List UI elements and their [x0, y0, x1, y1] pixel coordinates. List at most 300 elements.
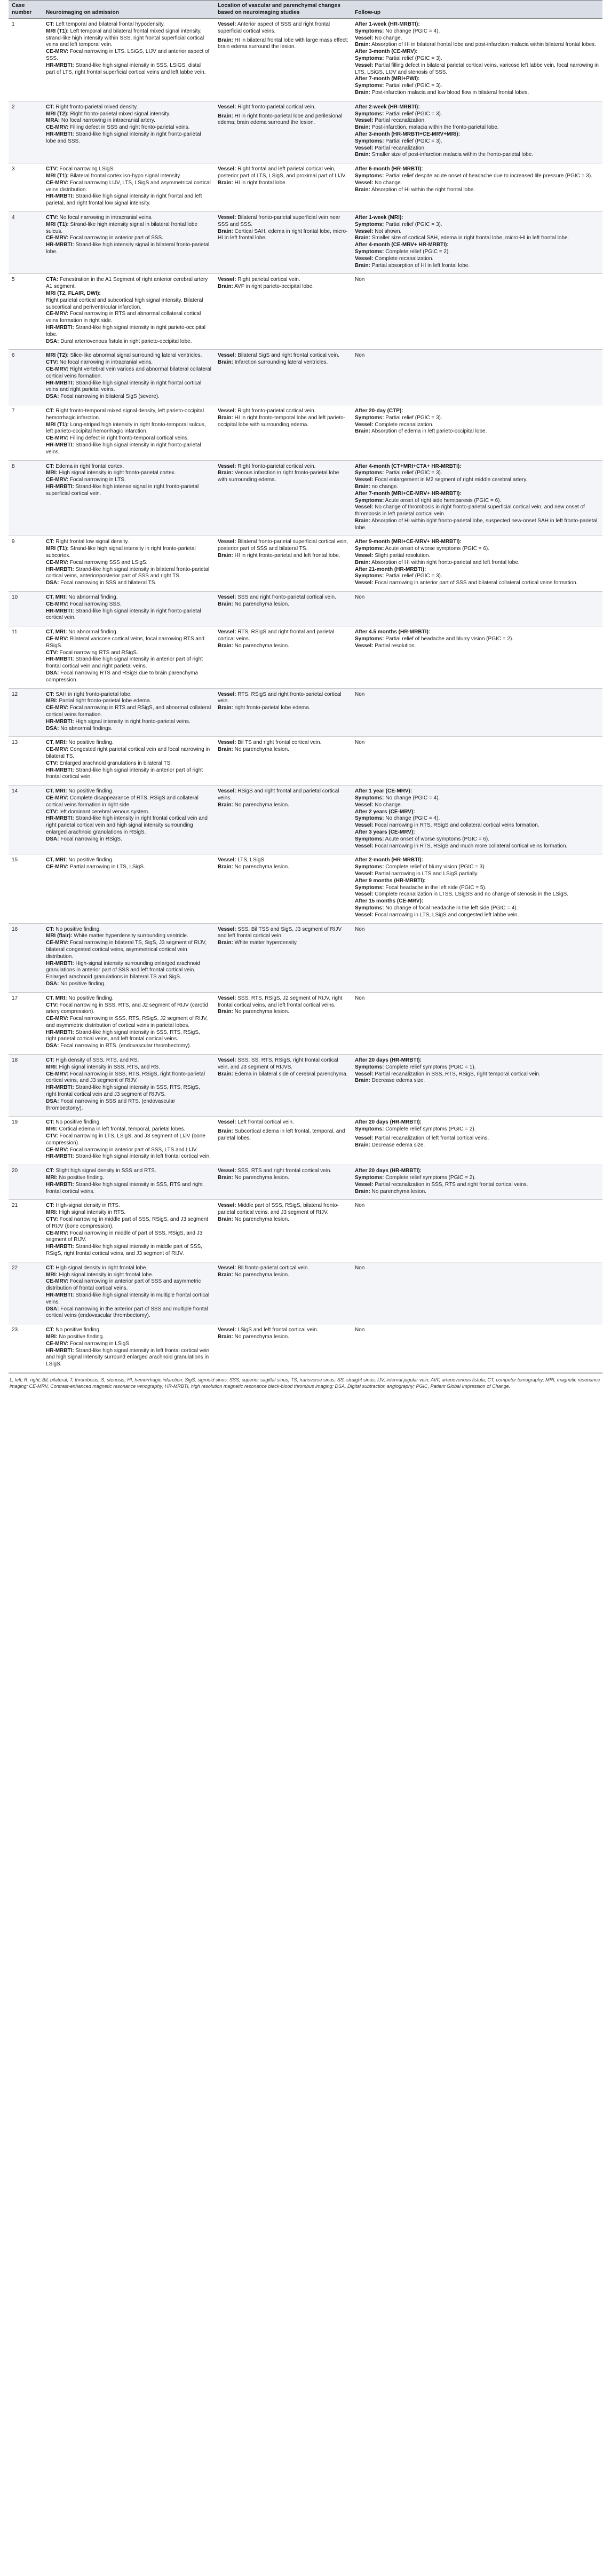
entry-text: Focal narrowing in SSS and RTS. (endovascular thrombectomy). — [46, 1098, 176, 1111]
entry-text: No parenchyma lesion. — [370, 1188, 426, 1195]
entry-line — [46, 1327, 211, 1334]
entry-label: Vessel: — [218, 21, 236, 28]
entry-line — [355, 926, 599, 933]
entry-label: After 4-month (CT+MRI+CTA+ HR-MRBTI): — [355, 463, 462, 469]
entry-line — [355, 857, 599, 864]
followup-cell — [352, 274, 602, 350]
entry-line — [46, 104, 211, 111]
location-cell — [215, 1262, 352, 1324]
entry-text: Slight partial resolution. — [373, 553, 431, 559]
entry-line — [218, 1272, 348, 1279]
entry-label: Brain: — [355, 428, 370, 435]
entry-label: Vessel: — [355, 642, 374, 649]
entry-line — [218, 747, 348, 753]
entry-line — [355, 546, 599, 553]
admission-cell — [43, 536, 215, 592]
table-row — [9, 1324, 602, 1373]
entry-label: CTA: — [46, 277, 59, 283]
entry-text: Strand-like high signal intensity in SSS, RTS, RSigS, right frontal cortical vein and J3 segment of RIJVS. — [46, 1085, 200, 1098]
entry-text: Complete recanalization in LTSS, LSigSS and no change of stenosis in the LSigS. — [373, 891, 569, 898]
admission-cell — [43, 1117, 215, 1165]
entry-text: No change (PGIC = 4). — [384, 815, 440, 822]
entry-label: Brain: — [218, 705, 233, 711]
location-cell — [215, 854, 352, 923]
entry-text: Enlarged arachnoid granulations in bilateral TS. — [58, 760, 172, 766]
entry-label: CE-MRV: — [46, 1071, 69, 1077]
entry-text: Right fronto-parietal mixed signal intensity. — [68, 111, 171, 117]
entry-text: Absorption of HI in bilateral frontal lobe and post-infarction malacia within bilateral frontal lobes. — [370, 42, 596, 48]
entry-label: CE-MRV: — [46, 366, 69, 372]
entry-line — [46, 1175, 211, 1182]
entry-line — [46, 408, 211, 422]
location-cell — [215, 405, 352, 460]
entry-label: Vessel: — [355, 870, 374, 877]
entry-line — [46, 1265, 211, 1272]
case-number: 2 — [9, 101, 43, 163]
entry-text: Complete disappearance of RTS, RSigS and collateral cortical veins formation in right side. — [46, 795, 199, 808]
entry-text: Filling defect in SSS and right fronto-parietal veins. — [68, 124, 190, 131]
entry-label: Brain: — [218, 1333, 233, 1340]
entry-line — [355, 822, 599, 829]
entry-line — [355, 594, 599, 601]
entry-label: MRI (T1): — [46, 28, 69, 34]
entry-label: Brain: — [355, 559, 370, 566]
entry-text: Long-striped high intensity in right fronto-temporal sulcus, left parieto-occipital hemorrhagic infarction. — [46, 421, 206, 435]
entry-text: Middle part of SSS, RSigS, bilateral fronto-parietal cortical veins, and J3 segment of RIJV. — [218, 1203, 339, 1216]
entry-text: Dural arteriovenous fistula in right parieto-occipital lobe. — [59, 338, 192, 344]
entry-label: Symptoms: — [355, 1175, 384, 1181]
entry-text: No change. — [373, 179, 402, 186]
entry-line — [355, 740, 599, 747]
entry-label: HR-MRBTI: — [46, 566, 74, 572]
entry-text: Strand-like high signal intensity in left frontal cortical vein and high signal intensity surround enlarged arachnoid granulations in LSigS. — [46, 1347, 210, 1368]
entry-text: Infarction surrounding lateral ventricles. — [233, 359, 328, 366]
entry-line — [46, 124, 211, 131]
entry-text: No positive finding. — [57, 1333, 104, 1340]
entry-line — [355, 539, 599, 546]
entry-label: Brain: — [218, 1216, 233, 1223]
entry-line — [355, 111, 599, 118]
entry-line — [218, 643, 348, 650]
entry-line — [355, 90, 599, 97]
entry-line — [355, 504, 599, 518]
case-number: 13 — [9, 737, 43, 786]
entry-line — [355, 560, 599, 567]
entry-label: Vessel: — [218, 1168, 236, 1174]
entry-line — [218, 464, 348, 470]
entry-label: Vessel: — [218, 166, 236, 172]
entry-text: Acute onset of right side hemiparesis (PGIC = 6). — [384, 497, 502, 504]
table-row — [9, 163, 602, 212]
entry-label: Vessel: — [218, 629, 236, 635]
entry-line — [46, 1230, 211, 1244]
entry-label: CT, MRI: — [46, 740, 67, 746]
entry-text: Bilateral fronto-parietal superficial vein near SSS and SSS. — [218, 215, 340, 227]
entry-line — [46, 608, 211, 622]
entry-line — [218, 864, 348, 871]
entry-text: Complete relief symptoms (PGIC = 2). — [384, 1126, 476, 1133]
case-number: 3 — [9, 163, 43, 212]
entry-label: MRA: — [46, 117, 60, 124]
entry-text: Focal narrowing in LTS, LSigS and congested left labbe vein. — [373, 912, 519, 918]
entry-line — [355, 249, 599, 256]
entry-text: Filling defect in right fronto-temporal cortical veins. — [68, 435, 189, 442]
location-cell — [215, 737, 352, 786]
case-number: 19 — [9, 1117, 43, 1165]
entry-line — [355, 215, 599, 222]
entry-text: Strand-like high intense signal in right fronto-parietal superficial cortical vein. — [46, 483, 199, 497]
entry-label: Symptoms: — [355, 83, 384, 89]
entry-text: Strand-like high intensity signal in bilateral fronto-parietal lobe. — [46, 242, 210, 255]
admission-cell — [43, 101, 215, 163]
entry-label: Brain: — [355, 124, 370, 131]
entry-line — [46, 705, 211, 719]
entry-text: Partial recanalization in SSS, RTS, RSigS, right temporal cortical vein. — [373, 1071, 541, 1077]
entry-line — [218, 284, 348, 290]
entry-text: Partial relief of headache and blurry vision (PGIC = 2). — [384, 636, 514, 642]
entry-text: Bilateral frontal cortex iso-hypo signal intensity. — [68, 173, 181, 179]
table-row — [9, 1165, 602, 1200]
entry-line — [218, 277, 348, 284]
entry-text: Strand-like high signal intensity in left frontal cortical vein. — [74, 1153, 211, 1160]
entry-line — [46, 166, 211, 173]
entry-text: Focal narrowing RTS and RSigS due to brain parenchyma compression. — [46, 670, 198, 683]
entry-label: CT: — [46, 104, 54, 110]
entry-label: After 20 days (HR-MRBTI): — [355, 1119, 422, 1126]
entry-label: HR-MRBTI: — [46, 608, 74, 614]
entry-line — [218, 229, 348, 242]
entry-line — [46, 560, 211, 567]
entry-label: Vessel: — [355, 421, 374, 428]
entry-label: CTV: — [46, 215, 58, 221]
entry-text: Focal narrowing in anterior part of SSS and asymmetric distribution of frontal cortical veins. — [46, 1278, 201, 1292]
entry-label: HR-MRBTI: — [46, 193, 74, 200]
entry-line — [218, 1334, 348, 1341]
entry-line — [218, 1071, 348, 1078]
entry-text: Focal narrowing in bilateral TS, SigS, J3 segment of RIJV, bilateral congested cortical veins, asymmetrical cortical vein distribution. — [46, 940, 207, 960]
entry-label: Brain: — [218, 747, 233, 753]
entry-label: Brain: — [218, 37, 233, 43]
entry-text: Focal narrowing in RTS. (endovascular thrombectomy). — [59, 1043, 192, 1049]
table-row — [9, 19, 602, 101]
entry-label: HR-MRBTI: — [46, 718, 74, 725]
entry-text: No focal narrowing in intracranial veins. — [58, 359, 153, 366]
entry-label: Brain: — [355, 235, 370, 241]
entry-label: Brain: — [218, 284, 233, 290]
entry-line — [46, 49, 211, 62]
entry-label: Brain: — [355, 1078, 370, 1084]
entry-label: Brain: — [218, 642, 233, 649]
entry-label: After 20 days (HR-MRBTI): — [355, 1057, 422, 1064]
entry-line — [355, 138, 599, 145]
entry-text: RSigS and right frontal and parietal cortical veins. — [218, 788, 339, 801]
entry-line — [218, 1216, 348, 1223]
entry-text: Non — [355, 740, 365, 746]
location-cell — [215, 1117, 352, 1165]
entry-text: Partial narrowing in LTS, LSigS. — [68, 864, 145, 870]
entry-label: Brain: — [355, 262, 370, 269]
entry-line — [46, 21, 211, 28]
followup-cell — [352, 212, 602, 274]
entry-label: DSA: — [46, 1098, 59, 1104]
entry-label: CE-MRV: — [46, 477, 69, 483]
location-cell — [215, 592, 352, 626]
entry-line — [355, 1119, 599, 1126]
entry-label: After 2 years (CE-MRV): — [355, 808, 415, 815]
entry-text: Bil TS and right frontal cortical vein. — [236, 740, 322, 746]
entry-label: Symptoms: — [355, 636, 384, 642]
entry-text: No change of thrombosis in right fronto-parietal superficial cortical vein; and new onset of thrombosis in left parietal cortical vein. — [355, 504, 585, 517]
entry-label: Symptoms: — [355, 173, 384, 179]
entry-label: HR-MRBTI: — [46, 656, 74, 663]
entry-label: HR-MRBTI: — [46, 1181, 74, 1188]
entry-text: Focal narrowing SSS and LSigS. — [68, 559, 148, 566]
entry-line — [46, 580, 211, 587]
admission-cell — [43, 923, 215, 992]
entry-label: Vessel: — [355, 145, 374, 151]
entry-text: Absorption of HI within the right frontal lobe. — [370, 186, 475, 193]
entry-line — [218, 857, 348, 864]
entry-text: HI in bilateral frontal lobe with large mass effect; brain edema surround the lesion. — [218, 37, 348, 50]
entry-label: Symptoms: — [355, 573, 384, 579]
entry-text: HI in right fronto-temporal lobe and left parieto-occipital lobe with surrounding edema. — [218, 414, 346, 428]
case-number: 4 — [9, 212, 43, 274]
entry-line — [46, 594, 211, 601]
location-cell — [215, 212, 352, 274]
location-cell — [215, 460, 352, 536]
table-body — [9, 19, 602, 1373]
entry-line — [46, 222, 211, 235]
admission-cell — [43, 1262, 215, 1324]
entry-line — [218, 352, 348, 359]
admission-cell — [43, 163, 215, 212]
entry-label: HR-MRBTI: — [46, 960, 74, 967]
entry-text: Partial relief (PGIC = 3). — [384, 111, 442, 117]
entry-text: No parenchyma lesion. — [233, 642, 289, 649]
entry-line — [355, 878, 599, 885]
entry-text: No parenchyma lesion. — [233, 601, 289, 607]
entry-label: CE-MRV: — [46, 235, 69, 241]
entry-label: Symptoms: — [355, 546, 384, 552]
entry-label: HR-MRBTI: — [46, 1347, 74, 1354]
entry-line — [355, 491, 599, 498]
entry-text: Partial relief (PGIC = 3). — [384, 470, 442, 476]
entry-line — [218, 926, 348, 940]
entry-line — [46, 28, 211, 49]
entry-label: Vessel: — [218, 407, 236, 414]
entry-text: LSigS and left frontal cortical vein. — [236, 1327, 319, 1333]
entry-text: Focal narrowing in RTS, RSigS and collateral cortical veins formation. — [373, 822, 539, 829]
entry-text: Focal narrowing in middle of part of SSS, RSigS, and J3 segment of RIJV. — [46, 1230, 203, 1243]
entry-text: Partial right fronto-parietal lobe edema. — [57, 698, 152, 704]
entry-line — [218, 359, 348, 366]
entry-line — [355, 166, 599, 173]
entry-label: Brain: — [218, 553, 233, 559]
entry-line — [46, 1216, 211, 1230]
entry-line — [46, 1133, 211, 1147]
entry-text: Subcortical edema in left frontal, temporal, and parietal lobes. — [218, 1128, 345, 1142]
entry-text: High density of SSS, RTS, and RS. — [54, 1057, 139, 1064]
document-page — [9, 0, 602, 1393]
entry-text: SSS, RTS and right frontal cortical vein. — [236, 1168, 332, 1174]
entry-line — [46, 297, 211, 311]
case-number: 17 — [9, 992, 43, 1054]
admission-cell — [43, 854, 215, 923]
entry-text: Focal narrowing in SSS and bilateral TS. — [59, 580, 157, 586]
location-cell — [215, 19, 352, 101]
entry-line — [46, 864, 211, 871]
entry-label: CT, MRI: — [46, 995, 67, 1001]
entry-line — [355, 643, 599, 650]
entry-text: Cortical SAH, edema in right frontal lobe, micro-HI in left frontal lobe. — [218, 228, 348, 241]
entry-label: After 6-month (HR-MRBTI): — [355, 166, 423, 172]
case-number: 16 — [9, 923, 43, 992]
entry-line — [355, 124, 599, 131]
entry-line — [355, 518, 599, 532]
entry-label: MRI (flair): — [46, 933, 73, 939]
entry-text: Focal narrowing in RTS, RSigS and much more collateral cortical veins formation. — [373, 843, 568, 849]
entry-line — [218, 215, 348, 229]
entry-text: Non — [355, 1265, 365, 1271]
entry-label: Symptoms: — [355, 56, 384, 62]
entry-text: Partial relief (PGIC = 3). — [384, 56, 442, 62]
entry-line — [46, 546, 211, 560]
entry-label: Vessel: — [355, 580, 374, 586]
case-number: 8 — [9, 460, 43, 536]
entry-text: Strand-like high signal intensity in SSS, RTS, RSigS, right parietal cortical veins, and left frontal cortical veins. — [46, 1029, 200, 1042]
entry-text: Complete relief of blurry vision (PGIC = 3). — [384, 864, 486, 870]
entry-line — [355, 152, 599, 159]
entry-line — [46, 539, 211, 546]
entry-text: Focal narrowing SSS. — [68, 601, 122, 607]
entry-text: No positive finding. — [59, 980, 106, 987]
table-row — [9, 592, 602, 626]
entry-label: Symptoms: — [355, 497, 384, 504]
entry-line — [355, 788, 599, 795]
entry-line — [355, 1168, 599, 1175]
entry-label: CE-MRV: — [46, 1340, 69, 1347]
entry-text: Focal narrowing in anterior part of SSS and bilateral collateral cortical veins formation. — [373, 580, 578, 586]
entry-label: Vessel: — [218, 995, 236, 1001]
entry-line — [355, 995, 599, 1002]
entry-label: CE-MRV: — [46, 940, 69, 946]
table-row — [9, 1200, 602, 1262]
entry-text: RTS, RSigS and right frontal and parietal cortical veins. — [218, 629, 335, 642]
entry-line — [46, 131, 211, 145]
entry-label: CE-MRV: — [46, 311, 69, 317]
entry-label: CT: — [46, 1327, 54, 1333]
entry-label: HR-MRBTI: — [46, 815, 74, 822]
entry-line — [355, 795, 599, 802]
entry-line — [46, 726, 211, 733]
entry-line — [218, 1168, 348, 1175]
entry-label: Brain: — [218, 470, 233, 476]
entry-line — [355, 464, 599, 470]
entry-text: No parenchyma lesion. — [233, 864, 289, 870]
entry-label: CE-MRV: — [46, 601, 69, 607]
header-location: Location of vascular and parenchymal changes based on neuroimaging studies — [215, 1, 352, 19]
entry-line — [46, 1244, 211, 1258]
entry-line — [46, 857, 211, 864]
entry-label: Brain: — [355, 42, 370, 48]
entry-line — [355, 28, 599, 35]
entry-label: After 21-month (HR-MRBTI): — [355, 566, 426, 572]
followup-cell — [352, 688, 602, 737]
admission-cell — [43, 992, 215, 1054]
entry-text: HI in right fronto-parietal and left frontal lobe. — [233, 553, 340, 559]
entry-line — [46, 352, 211, 359]
entry-line — [355, 1175, 599, 1182]
entry-line — [355, 1327, 599, 1334]
table-row — [9, 274, 602, 350]
entry-text: No parenchyma lesion. — [233, 802, 289, 808]
entry-line — [355, 242, 599, 249]
entry-label: Vessel: — [355, 504, 374, 511]
entry-line — [218, 692, 348, 705]
location-cell — [215, 1200, 352, 1262]
entry-label: HR-MRBTI: — [46, 1153, 74, 1160]
entry-label: CE-MRV: — [46, 559, 69, 566]
entry-label: MRI: — [46, 470, 58, 476]
entry-line — [46, 1278, 211, 1292]
entry-label: HR-MRBTI: — [46, 1244, 74, 1250]
entry-text: Edema in right frontal cortex. — [54, 463, 124, 469]
entry-line — [355, 1265, 599, 1272]
entry-label: Symptoms: — [355, 1064, 384, 1070]
entry-label: Symptoms: — [355, 111, 384, 117]
entry-label: Symptoms: — [355, 884, 384, 891]
entry-label: Vessel: — [355, 843, 374, 849]
admission-cell — [43, 19, 215, 101]
entry-label: CTV: — [46, 1133, 58, 1140]
entry-text: Strand-like high signal intensity in SSS, RTS and right frontal cortical veins. — [46, 1181, 203, 1195]
entry-label: After 4-month (CE-MRV+ HR-MRBTI): — [355, 242, 449, 248]
entry-label: MRI: — [46, 1210, 58, 1216]
entry-label: Symptoms: — [355, 470, 384, 476]
entry-text: Strand-like high signal intensity in right fronto-parietal cortical vein. — [46, 608, 201, 621]
entry-line — [355, 815, 599, 822]
entry-text: Acute onset of worse symptoms (PGIC = 6). — [384, 836, 490, 842]
entry-line — [355, 1182, 599, 1189]
entry-label: After 3 years (CE-MRV): — [355, 829, 415, 835]
entry-line — [355, 422, 599, 429]
entry-label: Brain: — [218, 228, 233, 234]
entry-text: Focal narrowing in bilateral SigS (severe). — [59, 394, 160, 400]
entry-line — [355, 408, 599, 415]
entry-text: Focal narrowing in LSigS. — [68, 1340, 131, 1347]
followup-cell — [352, 1165, 602, 1200]
entry-line — [46, 629, 211, 636]
followup-cell — [352, 626, 602, 688]
entry-text: Focal narrowing in LTS, LSiGS, LIJV and anterior aspect of SSS. — [46, 49, 210, 62]
entry-text: Edema in bilateral side of cerebral parenchyma. — [233, 1071, 348, 1077]
entry-text: No parenchyma lesion. — [233, 1175, 289, 1181]
entry-text: Right fronto-parietal mixed density. — [54, 104, 138, 110]
entry-label: Symptoms: — [355, 249, 384, 255]
entry-label: CE-MRV: — [46, 795, 69, 801]
entry-text: Venous infarction in right fronto-parietal lobe with surrounding edema. — [218, 470, 339, 483]
table-row — [9, 688, 602, 737]
entry-line — [46, 359, 211, 366]
entry-line — [46, 435, 211, 442]
entry-line — [46, 940, 211, 960]
entry-text: Complete relief symptoms (PGIC = 1). — [384, 1064, 476, 1070]
entry-text: Partial relief (PGIC = 3). — [384, 573, 442, 579]
admission-cell — [43, 350, 215, 405]
entry-text: Right frontal and left parietal cortical vein, posterior part of LTS, LSigS, and proximal part of LIJV. — [218, 166, 347, 179]
entry-text: Acute onset of worse symptoms (PGIC = 6). — [384, 546, 490, 552]
followup-cell — [352, 786, 602, 854]
